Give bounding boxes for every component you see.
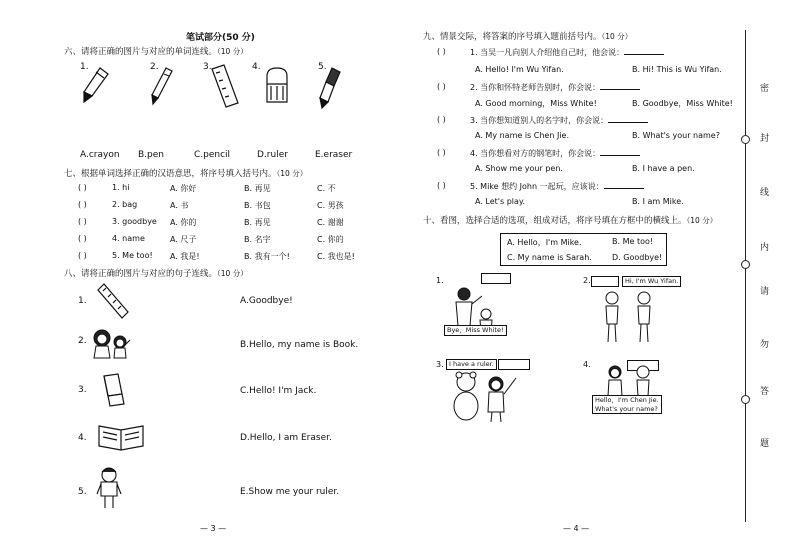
s9-opt-b-1: B. Hi! This is Wu Yifan. (632, 65, 722, 74)
s6-word-eraser: E.eraser (315, 150, 353, 160)
s7-opt-a-2: A. 书 (170, 201, 189, 210)
s9-question-4 (470, 148, 640, 159)
s8-sentence-a: A.Goodbye! (240, 296, 293, 306)
s7-opt-b-3: B. 再见 (244, 218, 271, 227)
s7-opt-b-4: B. 名字 (244, 235, 271, 244)
s9-blank-3[interactable] (608, 115, 648, 123)
s7-opt-b-1: B. 再见 (244, 184, 271, 193)
s7-paren-3[interactable]: ( ) (78, 217, 87, 226)
s8-num-5: 5. (78, 487, 87, 497)
section-9-score: （10 分） (601, 32, 633, 41)
seal-hole-middle (741, 260, 750, 269)
s7-opt-c-5: C. 我也是! (317, 252, 355, 261)
section-8-score: （10 分） (217, 269, 248, 278)
seal-line (745, 30, 746, 522)
s7-word-2: 2. bag (112, 200, 138, 209)
ruler-icon (210, 63, 240, 109)
seal-char-7: 答 (760, 387, 770, 397)
s9-opt-a-5: A. Let's play. (475, 197, 526, 206)
page-number-left: — 3 — (200, 524, 227, 533)
children-icon (88, 326, 132, 362)
book-icon (97, 422, 145, 452)
s9-opt-b-3: B. What's your name? (632, 131, 720, 140)
s9-opt-b-4: B. I have a pen. (632, 164, 695, 173)
s9-question-text-3: 3. 当你想知道别人的名字时，你会说： (470, 116, 609, 125)
seal-char-3: 线 (760, 188, 770, 198)
answer-box-3[interactable] (498, 359, 530, 370)
s9-question-3 (470, 115, 648, 126)
eraser-icon (263, 66, 291, 106)
section-7-text: 七、根据单词选择正确的汉语意思，将序号填入括号内。 (64, 169, 277, 179)
s9-blank-4[interactable] (600, 148, 640, 156)
s9-opt-b-5: B. I am Mike. (632, 197, 684, 206)
s10-option-b: B. Me too! (612, 237, 654, 246)
s7-opt-c-1: C. 不 (317, 184, 336, 193)
seal-char-8: 题 (760, 439, 770, 449)
s9-opt-a-4: A. Show me your pen. (475, 164, 563, 173)
s9-question-text-2: 2. 当你和怀特老师告别时，你会说： (470, 83, 601, 92)
section-10-heading (423, 214, 717, 226)
s6-word-pencil: C.pencil (194, 150, 231, 160)
s8-num-1: 1. (78, 296, 87, 306)
s7-opt-a-5: A. 我是! (170, 252, 200, 261)
section-9-heading (423, 30, 632, 42)
s6-num-1: 1. (80, 62, 89, 72)
s8-num-3: 3. (78, 385, 87, 395)
section-6-score: （10 分） (217, 47, 248, 56)
s7-word-3: 3. goodbye (112, 217, 157, 226)
seal-char-2: 封 (760, 134, 770, 144)
s9-opt-b-2: B. Goodbye，Miss White! (632, 99, 733, 108)
s7-opt-b-2: B. 书包 (244, 201, 271, 210)
s6-num-2: 2. (150, 62, 159, 72)
s10-option-c: C. My name is Sarah. (507, 253, 592, 262)
two-boys-icon (596, 288, 666, 348)
boy-icon (95, 466, 123, 510)
page-title: 笔试部分(50 分) (186, 33, 255, 43)
s8-num-4: 4. (78, 433, 87, 443)
answer-box-2[interactable] (591, 276, 619, 287)
s9-opt-a-1: A. Hello! I'm Wu Yifan. (475, 65, 564, 74)
seal-hole-top (741, 135, 750, 144)
s6-word-crayon: A.crayon (80, 150, 120, 160)
seal-char-1: 密 (760, 84, 770, 94)
s9-question-1 (470, 47, 664, 58)
s9-blank-5[interactable] (604, 181, 644, 189)
s9-blank-1[interactable] (624, 47, 664, 55)
section-8-text: 八、请将正确的图片与对应的句子连线。 (64, 269, 218, 279)
seal-hole-bottom (741, 395, 750, 404)
section-8-heading (64, 267, 248, 279)
s7-paren-4[interactable]: ( ) (78, 234, 87, 243)
s7-word-5: 5. Me too! (112, 251, 153, 260)
s6-num-3: 3. (203, 62, 212, 72)
s7-opt-a-4: A. 尺子 (170, 235, 197, 244)
s7-opt-c-4: C. 你的 (317, 235, 344, 244)
s8-sentence-d: D.Hello, I am Eraser. (240, 433, 332, 443)
pen-icon (148, 66, 174, 106)
s7-opt-c-3: C. 谢谢 (317, 218, 344, 227)
page-number-right: — 4 — (563, 524, 590, 533)
section-7-heading (64, 167, 307, 179)
s7-opt-a-3: A. 你的 (170, 218, 197, 227)
s7-word-1: 1. hi (112, 183, 130, 192)
bubble-2: Hi, I'm Wu Yifan. (622, 276, 681, 287)
seal-char-6: 勿 (760, 340, 770, 350)
section-10-score: （10 分） (686, 216, 718, 225)
s9-blank-2[interactable] (600, 82, 640, 90)
eraser-icon (98, 372, 128, 408)
s10-num-4: 4. (583, 360, 591, 369)
crayon-icon (80, 66, 110, 106)
s6-num-4: 4. (252, 62, 261, 72)
s10-option-a: A. Hello，I'm Mike. (507, 238, 582, 247)
s8-sentence-b: B.Hello, my name is Book. (240, 340, 359, 350)
s7-paren-1[interactable]: ( ) (78, 183, 87, 192)
s9-question-5 (470, 181, 644, 192)
ruler-icon (96, 282, 130, 322)
s7-opt-c-2: C. 男孩 (317, 201, 344, 210)
s6-word-pen: B.pen (138, 150, 164, 160)
s8-num-2: 2. (78, 336, 87, 346)
s6-word-ruler: D.ruler (257, 150, 288, 160)
s9-paren-2[interactable]: ( ) (437, 82, 446, 91)
bubble-3: I have a ruler. (446, 359, 497, 370)
s10-option-d: D. Goodbye! (612, 253, 663, 262)
s9-paren-1[interactable]: ( ) (437, 47, 446, 56)
s8-sentence-c: C.Hello! I'm Jack. (240, 386, 317, 396)
bubble-4-line-2: What's your name? (595, 404, 658, 413)
s7-word-4: 4. name (112, 234, 145, 243)
section-10-text: 十、看图，选择合适的选项，组成对话，将序号填在方框中的横线上。 (423, 216, 687, 226)
s9-question-text-5: 5. Mike 想约 John 一起玩，应该说： (470, 182, 604, 191)
s9-opt-a-3: A. My name is Chen Jie. (475, 131, 569, 140)
section-9-text: 九、情景交际，将答案的序号填入题前括号内。 (423, 32, 602, 42)
s6-num-5: 5. (318, 62, 327, 72)
s10-num-1: 1. (436, 276, 444, 285)
s7-opt-a-1: A. 你好 (170, 184, 197, 193)
s8-sentence-e: E.Show me your ruler. (240, 487, 340, 497)
seal-char-4: 内 (760, 243, 770, 253)
s7-opt-b-5: B. 我有一个! (244, 252, 290, 261)
bear-and-girl-icon (450, 370, 525, 426)
section-6-heading (64, 45, 248, 57)
section-7-score: （10 分） (276, 169, 308, 178)
s9-paren-4[interactable]: ( ) (437, 148, 446, 157)
bubble-4 (592, 395, 662, 414)
bubble-1: Bye，Miss White! (444, 325, 507, 336)
s9-paren-3[interactable]: ( ) (437, 115, 446, 124)
seal-char-5: 请 (760, 287, 770, 297)
s9-paren-5[interactable]: ( ) (437, 181, 446, 190)
s7-paren-5[interactable]: ( ) (78, 251, 87, 260)
s7-paren-2[interactable]: ( ) (78, 200, 87, 209)
s9-opt-a-2: A. Good morning，Miss White! (475, 99, 597, 108)
s9-question-text-1: 1. 当吴一凡向别人介绍他自己时，他会说： (470, 48, 625, 57)
bubble-4-line-1: Hello，I'm Chen Jie. (595, 396, 659, 404)
s10-num-2: 2. (583, 276, 591, 285)
section-6-text: 六、请将正确的图片与对应的单词连线。 (64, 47, 218, 57)
s10-num-3: 3. (436, 360, 444, 369)
s9-question-text-4: 4. 当你想看对方的钢笔时，你会说： (470, 149, 601, 158)
marker-icon (318, 66, 344, 110)
s9-question-2 (470, 82, 640, 93)
